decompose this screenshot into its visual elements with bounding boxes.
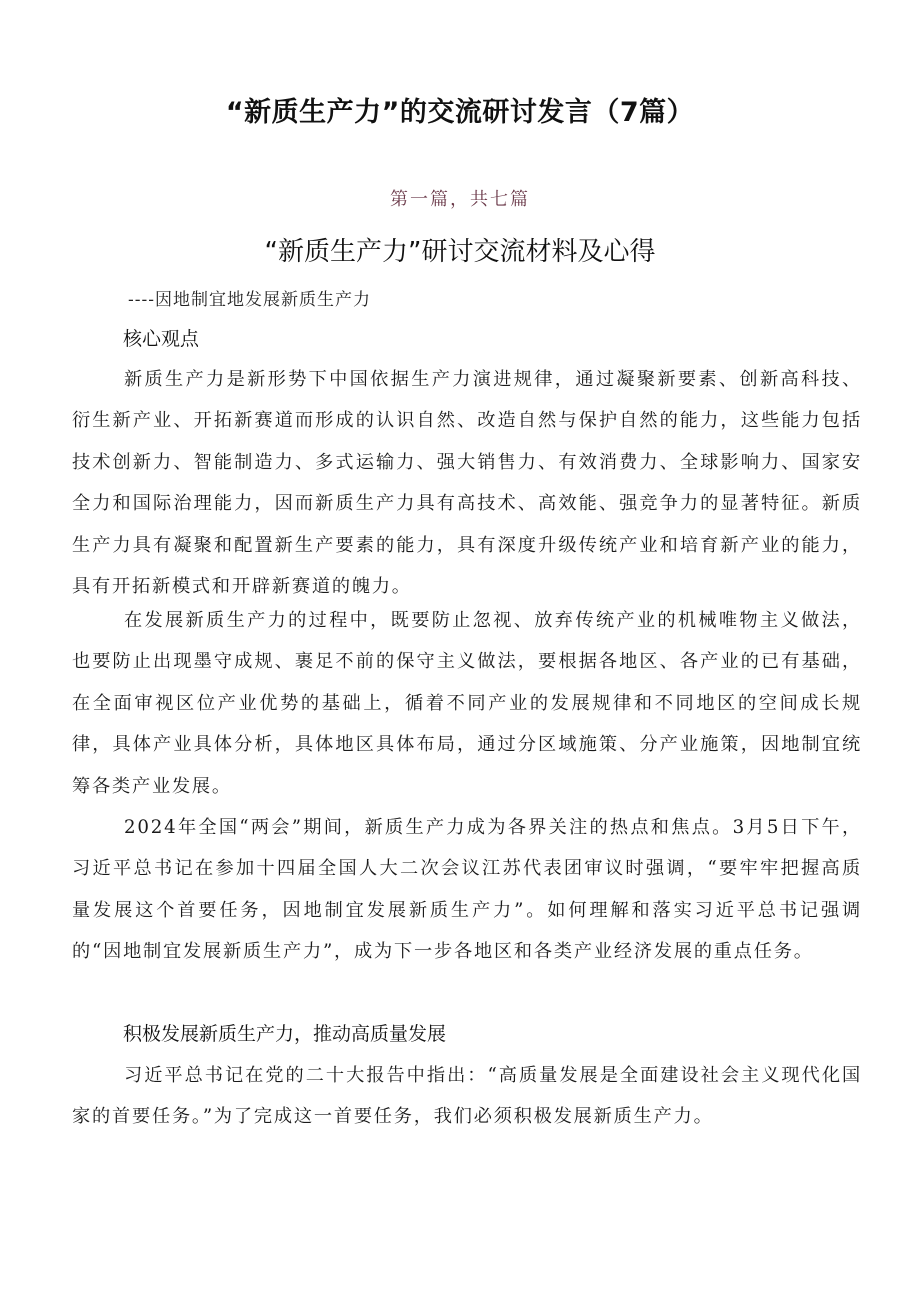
body-paragraph: 2024年全国“两会”期间，新质生产力成为各界关注的热点和焦点。3月5日下午，习近平总书记在参加十四届全国人大二次会议江苏代表团审议时强调，“要牢牢把握高质量发展这个首要任务，因地制宜发展新质生产力”。如何理解和落实习近平总书记强调的“因地制宜发展新质生产力”，成为下一步各地区和各类产业经济发展的重点任务。 [72,817,862,963]
document-title: “新质生产力”的交流研讨发言（7篇） [225,97,695,128]
section-heading: 积极发展新质生产力，推动高质量发展 [123,1023,447,1045]
section-heading: 核心观点 [123,328,200,350]
body-paragraph: 习近平总书记在党的二十大报告中指出：“高质量发展是全面建设社会主义现代化国家的首要任务。”为了完成这一首要任务，我们必须积极发展新质生产力。 [72,1065,862,1128]
part-title: “新质生产力”研讨交流材料及心得 [264,237,656,267]
body-paragraph: 新质生产力是新形势下中国依据生产力演进规律，通过凝聚新要素、创新高科技、衍生新产业、开拓新赛道而形成的认识自然、改造自然与保护自然的能力，这些能力包括技术创新力、智能制造力、多式运输力、强大销售力、有效消费力、全球影响力、国家安全力和国际治理能力，因而新质生产力具有高技术、高效能、强竞争力的显著特征。新质生产力具有凝聚和配置新生产要素的能力，具有深度升级传统产业和培育新产业的能力，具有开拓新模式和开辟新赛道的魄力。 [72,369,862,598]
part-label: 第一篇，共七篇 [390,189,530,210]
part-subtitle: ----因地制宜地发展新质生产力 [128,290,371,310]
body-paragraph: 在发展新质生产力的过程中，既要防止忽视、放弃传统产业的机械唯物主义做法，也要防止出现墨守成规、裹足不前的保守主义做法，要根据各地区、各产业的已有基础，在全面审视区位产业优势的基础上，循着不同产业的发展规律和不同地区的空间成长规律，具体产业具体分析，具体地区具体布局，通过分区域施策、分产业施策，因地制宜统筹各类产业发展。 [72,610,862,797]
